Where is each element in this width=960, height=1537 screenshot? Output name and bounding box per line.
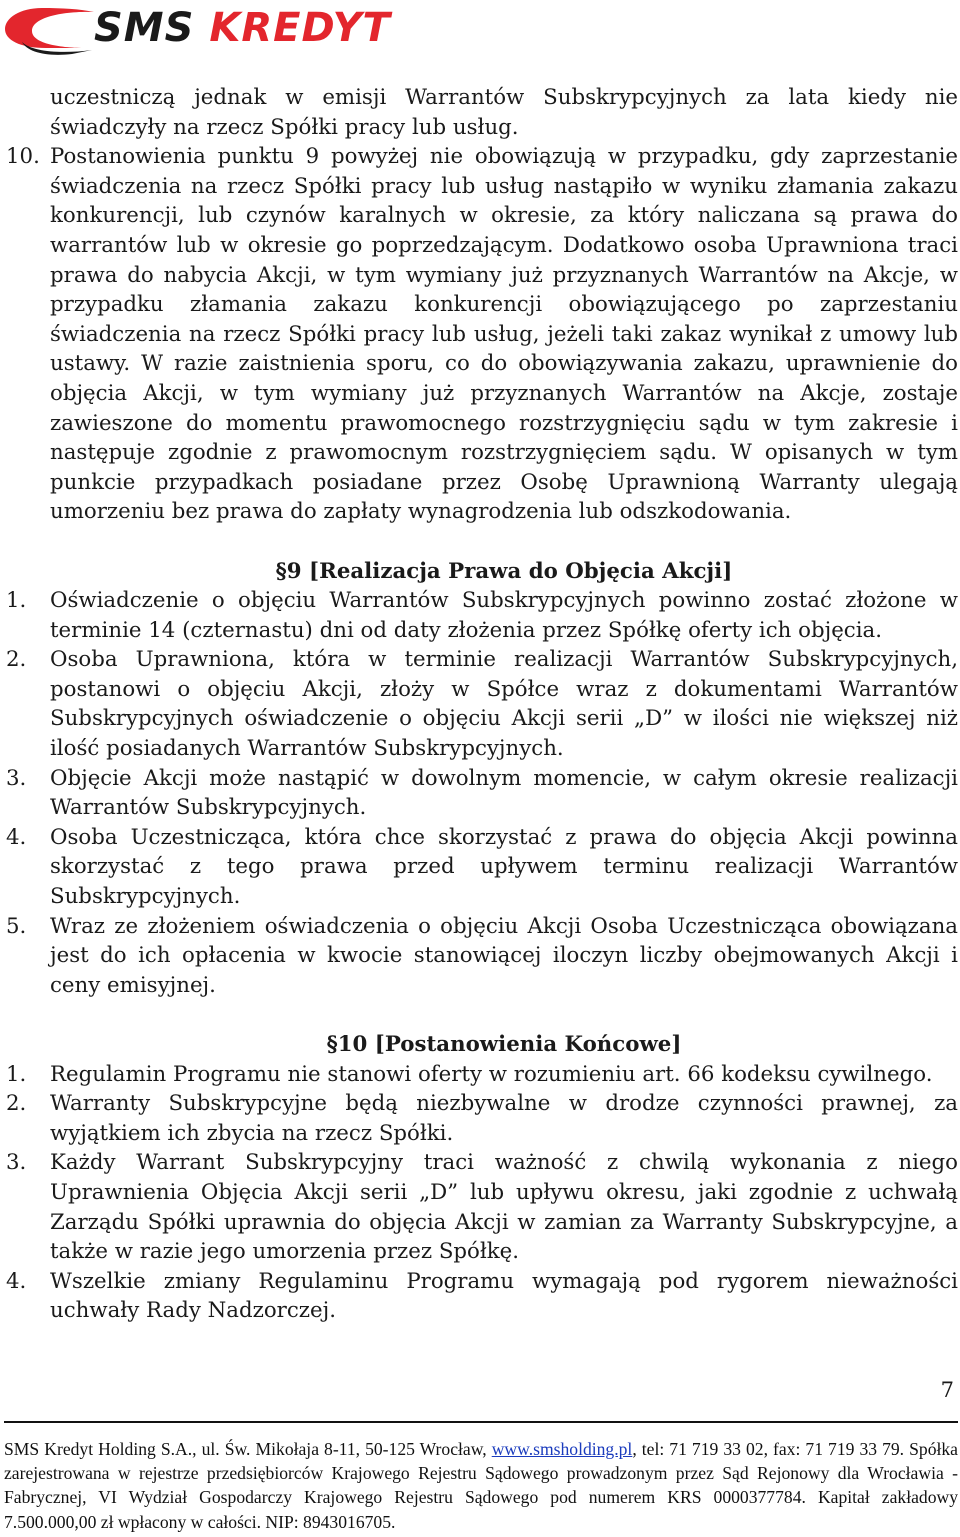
item-number: 10. (6, 144, 40, 170)
list-item (6, 1267, 958, 1326)
logo-text-sms: SMS (94, 5, 210, 51)
item-number: 1. (6, 588, 27, 614)
list-item (6, 823, 958, 912)
logo-wordmark (94, 4, 391, 52)
list-item (6, 1148, 958, 1266)
item-text: Każdy Warrant Subskrypcyjny traci ważność z chwilą wykonania z niego Uprawnienia Objęcia Akcji serii „D” lub upływu okresu, jaki zgodnie z uchwałą Zarządu Spółki uprawnia do objęcia Akcji w zamian za Warranty Subskrypcyjne, a także w razie jego umorzenia przez Spółkę. (50, 1150, 958, 1265)
section-9-heading: §9 [Realizacja Prawa do Objęcia Akcji] (275, 558, 733, 584)
footer-divider (4, 1421, 958, 1423)
item-text: Oświadczenie o objęciu Warrantów Subskrypcyjnych powinno zostać złożone w terminie 14 (czternastu) dni od daty złożenia przez Spółkę oferty ich objęcia. (50, 588, 958, 643)
item-number: 5. (6, 913, 27, 939)
item-text: Objęcie Akcji może nastąpić w dowolnym momencie, w całym okresie realizacji Warrantów Subskrypcyjnych. (50, 765, 958, 821)
footer-text-end: , tel: 71 719 33 02, fax: 71 719 33 79. Spółka zarejestrowana w rejestrze przedsiębiorców Krajowego Rejestru Sądowego prowadzonym przez Sąd Rejonowy dla Wrocławia - Fabrycznej, VI Wydział Gospodarczy Krajowego Rejestru Sądowego pod numerem KRS 0000377784. Kapitał zakładowy 7.500.000,00 zł wpłacony w całości. NIP: 8943016705. (4, 1439, 958, 1532)
list-item-10 (6, 142, 958, 527)
website-link[interactable]: www.smsholding.pl (491, 1439, 633, 1459)
page-number: 7 (940, 1378, 954, 1402)
list-item (6, 586, 958, 645)
logo-swoosh-icon (2, 2, 102, 58)
item-number: 4. (6, 824, 27, 850)
item-number: 3. (6, 1150, 27, 1176)
item-number: 1. (6, 1061, 27, 1087)
item-text: Osoba Uczestnicząca, która chce skorzystać z prawa do objęcia Akcji powinna skorzystać z tego prawa przed upływem terminu realizacji Warrantów Subskrypcyjnych. (50, 824, 958, 910)
list-item (6, 764, 958, 823)
item-number: 2. (6, 1091, 27, 1117)
item-text: Postanowienia punktu 9 powyżej nie obowiązują w przypadku, gdy zaprzestanie świadczenia na rzecz Spółki pracy lub usług nastąpiło w wyniku złamania zakazu konkurencji, lub czynów karalnych w okresie, za który naliczana są prawa do warrantów lub w okresie go poprzedzającym. Dodatkowo osoba Uprawniona traci prawa do nabycia Akcji, w tym wymiany już przyznanych Warrantów na Akcje, w przypadku złamania zakazu konkurencji obowiązującego po zaprzestaniu świadczenia na rzecz Spółki pracy lub usług, jeżeli taki zakaz wynikał z umowy lub ustawy. W razie zaistnienia sporu, co do obowiązywania zakazu, uprawnienie do objęcia Akcji, w tym wymiany już przyznanych Warrantów na Akcje, zostaje zawieszone do momentu prawomocnego rozstrzygnięciu sądu w tym zakresie i następuje zgodnie z prawomocnym rozstrzygnięciem sądu. W opisanych w tym punkcie przypadkach posiadane przez Osobę Uprawnioną Warranty ulegają umorzeniu bez prawa do zapłaty wynagrodzenia lub odszkodowania. (50, 144, 958, 525)
footer-text-start: SMS Kredyt Holding S.A., ul. Św. Mikołaja 8-11, 50-125 Wrocław, (4, 1439, 492, 1459)
section-10-heading: §10 [Postanowienia Końcowe] (326, 1032, 682, 1057)
page-footer (4, 1437, 958, 1534)
continuation-paragraph: uczestniczą jednak w emisji Warrantów Subskrypcyjnych za lata kiedy nie świadczyły na rzecz Spółki pracy lub usług. (50, 85, 958, 140)
item-number: 4. (6, 1268, 27, 1294)
item-text: Osoba Uprawniona, która w terminie realizacji Warrantów Subskrypcyjnych, postanowi o objęciu Akcji, złoży w Spółce wraz z dokumentami Warrantów Subskrypcyjnych oświadczenie o objęciu Akcji serii „D” w ilości nie większej niż ilość posiadanych Warrantów Subskrypcyjnych. (50, 647, 958, 762)
company-logo (2, 2, 442, 58)
item-number: 3. (6, 765, 27, 791)
document-body (6, 83, 958, 1326)
list-item (6, 1060, 958, 1090)
list-item (6, 1089, 958, 1148)
list-item (6, 645, 958, 763)
item-text: Warranty Subskrypcyjne będą niezbywalne w drodze czynności prawnej, za wyjątkiem ich zbycia na rzecz Spółki. (50, 1091, 958, 1146)
item-text: Wszelkie zmiany Regulaminu Programu wymagają pod rygorem nieważności uchwały Rady Nadzorczej. (50, 1268, 958, 1324)
item-number: 2. (6, 647, 27, 673)
logo-text-kredyt: KREDYT (209, 5, 391, 51)
item-text: Regulamin Programu nie stanowi oferty w rozumieniu art. 66 kodeksu cywilnego. (50, 1061, 933, 1087)
list-item (6, 912, 958, 1001)
item-text: Wraz ze złożeniem oświadczenia o objęciu Akcji Osoba Uczestnicząca obowiązana jest do ich opłacenia w kwocie stanowiącej iloczyn liczby obejmowanych Akcji i ceny emisyjnej. (50, 913, 958, 998)
